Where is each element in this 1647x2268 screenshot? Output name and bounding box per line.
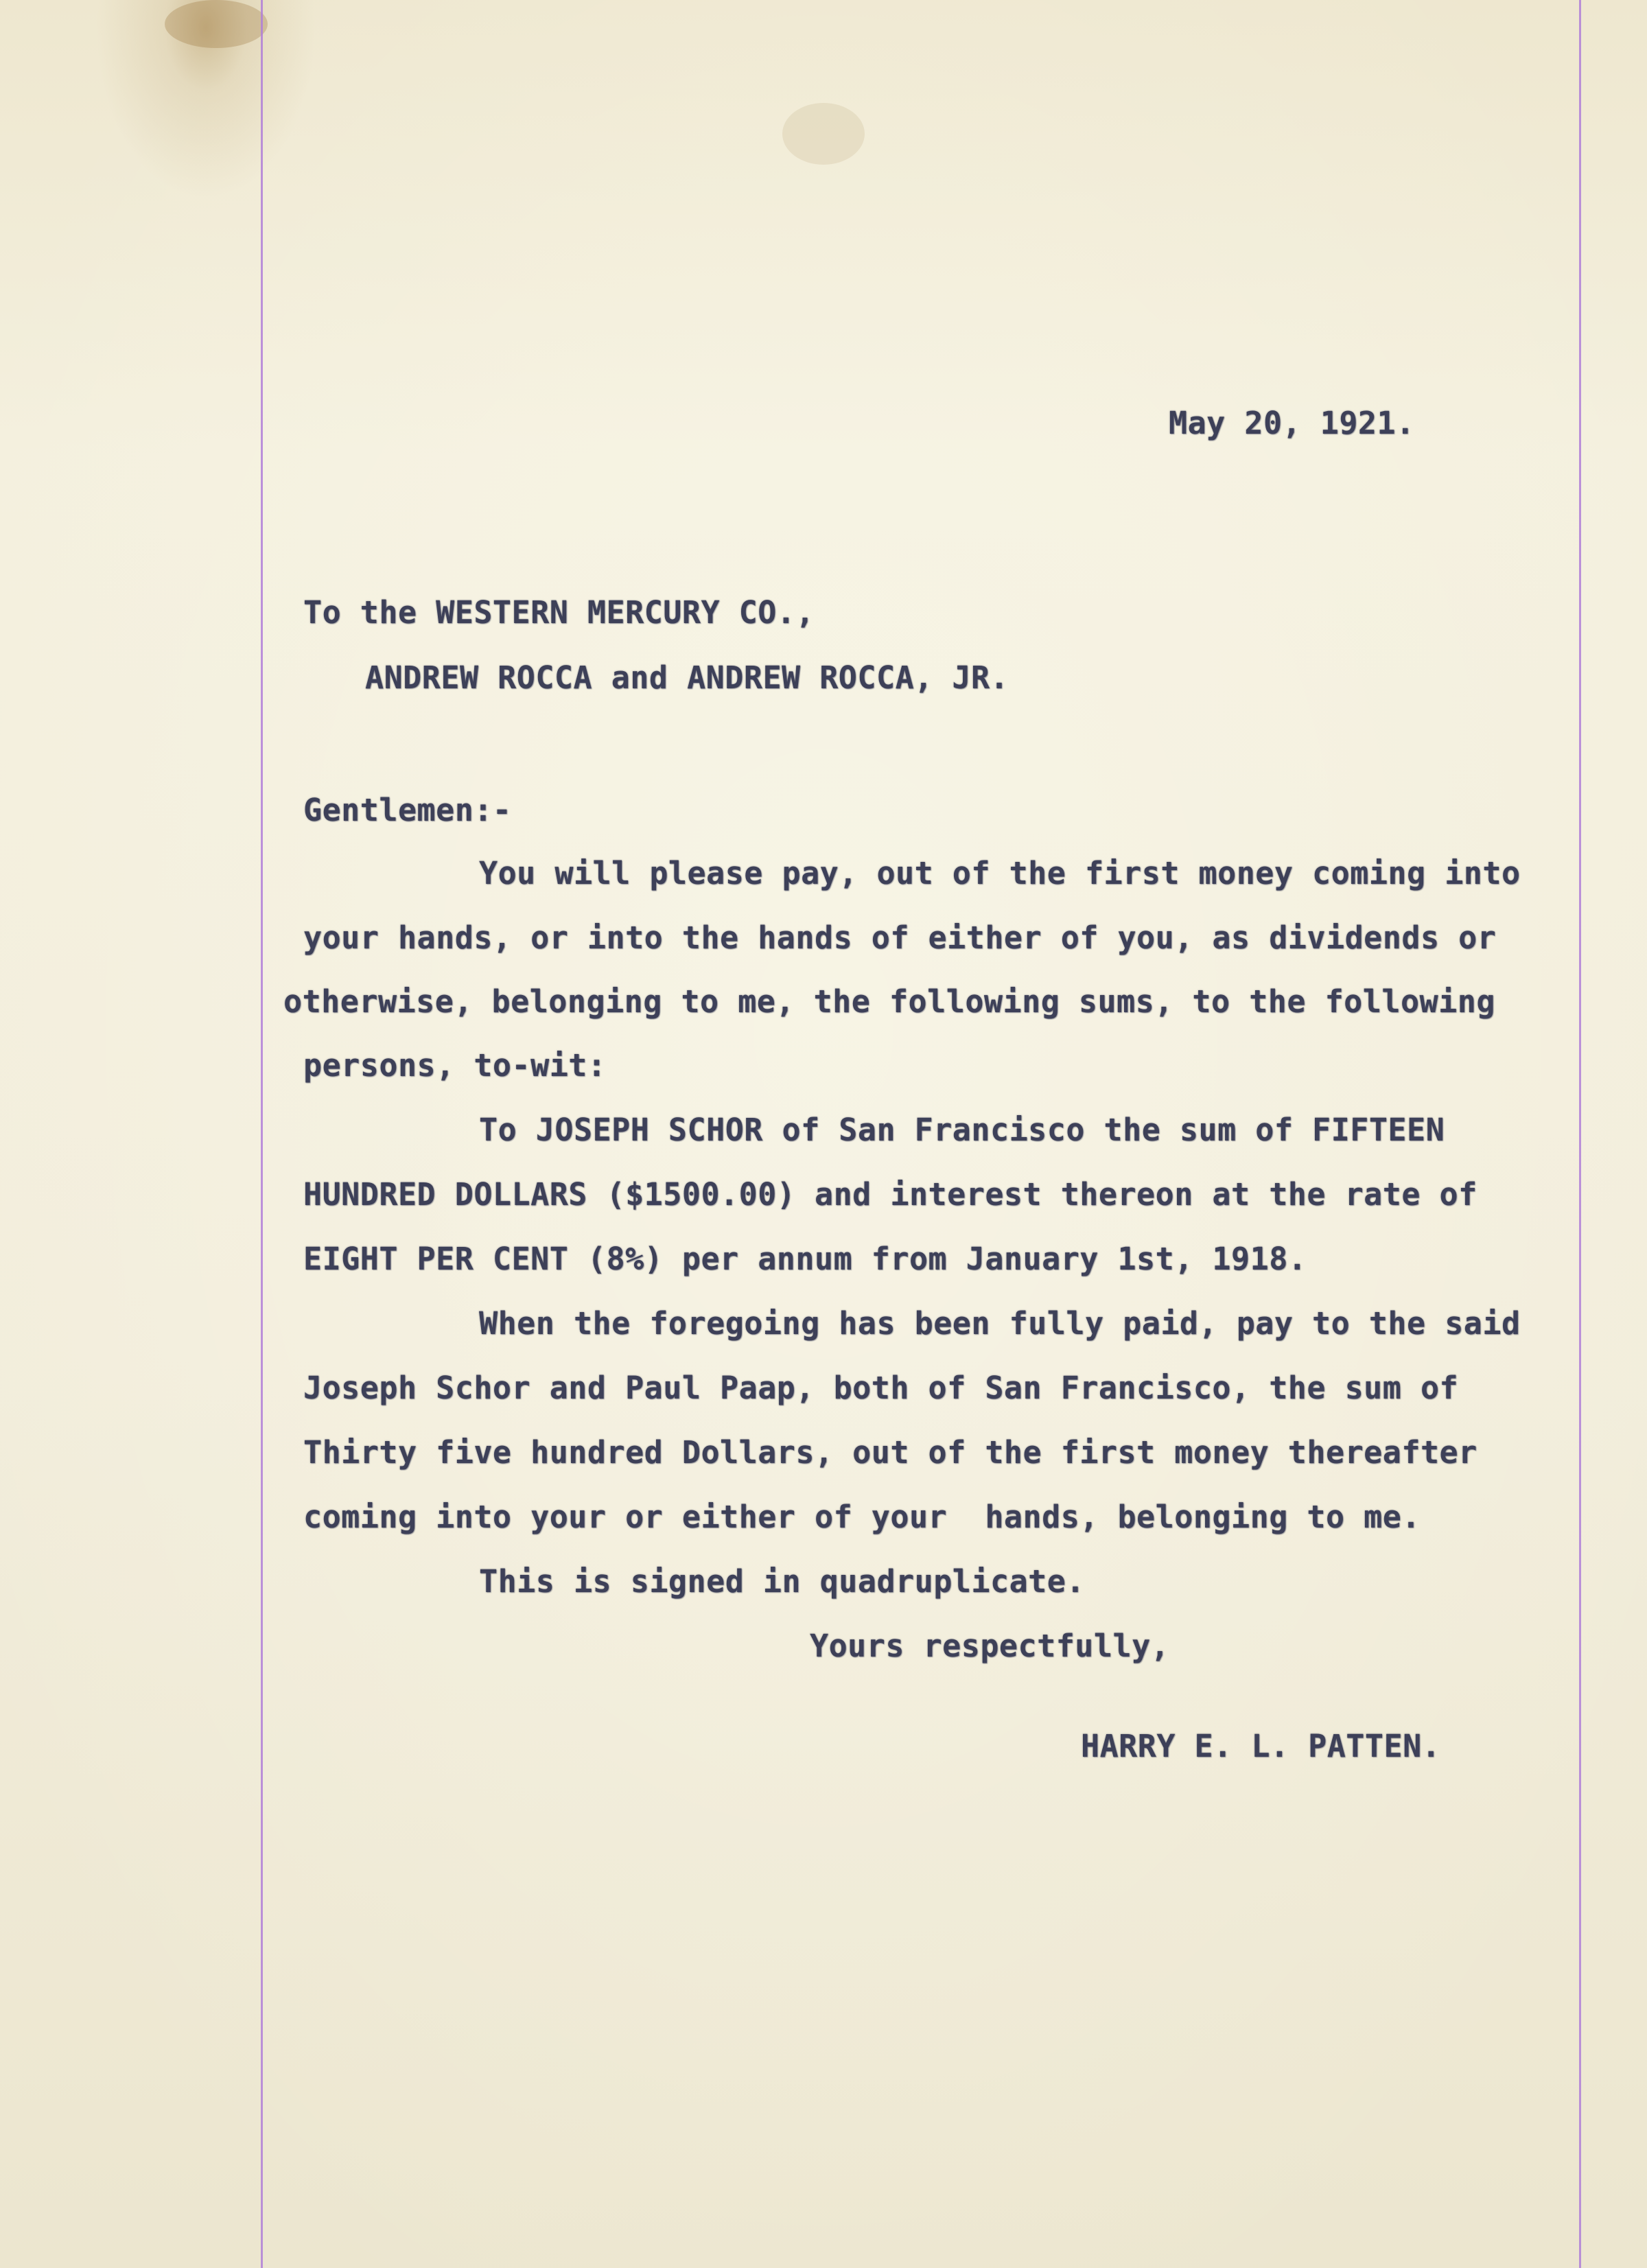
paper-stain <box>165 0 268 48</box>
closing: Yours respectfully, <box>810 1628 1170 1664</box>
body-line: persons, to-wit: <box>303 1047 607 1084</box>
body-line: To JOSEPH SCHOR of San Francisco the sum of FIFTEEN <box>479 1112 1445 1148</box>
addressee-line-1: To the WESTERN MERCURY CO., <box>303 594 815 631</box>
body-line: EIGHT PER CENT (8%) per annum from January 1st, 1918. <box>303 1241 1307 1277</box>
body-line: Joseph Schor and Paul Paap, both of San Francisco, the sum of <box>303 1370 1459 1406</box>
body-line: When the foregoing has been fully paid, pay to the said <box>479 1305 1521 1342</box>
body-line: coming into your or either of your hands, belonging to me. <box>303 1499 1421 1535</box>
addressee-line-2: ANDREW ROCCA and ANDREW ROCCA, JR. <box>365 659 1009 696</box>
body-line: This is signed in quadruplicate. <box>479 1563 1085 1600</box>
body-line: Thirty five hundred Dollars, out of the first money thereafter <box>303 1434 1477 1471</box>
right-margin-rule <box>1579 0 1581 2268</box>
signature: HARRY E. L. PATTEN. <box>1081 1728 1441 1764</box>
paper-stain <box>782 103 865 165</box>
body-line: your hands, or into the hands of either of you, as dividends or <box>303 920 1497 956</box>
body-line: You will please pay, out of the first money coming into <box>479 855 1521 891</box>
salutation: Gentlemen:- <box>303 792 512 828</box>
body-line: HUNDRED DOLLARS ($1500.00) and interest thereon at the rate of <box>303 1176 1477 1213</box>
left-margin-rule <box>261 0 263 2268</box>
body-line: otherwise, belonging to me, the following sums, to the following <box>283 983 1495 1020</box>
letter-date: May 20, 1921. <box>1169 405 1415 441</box>
